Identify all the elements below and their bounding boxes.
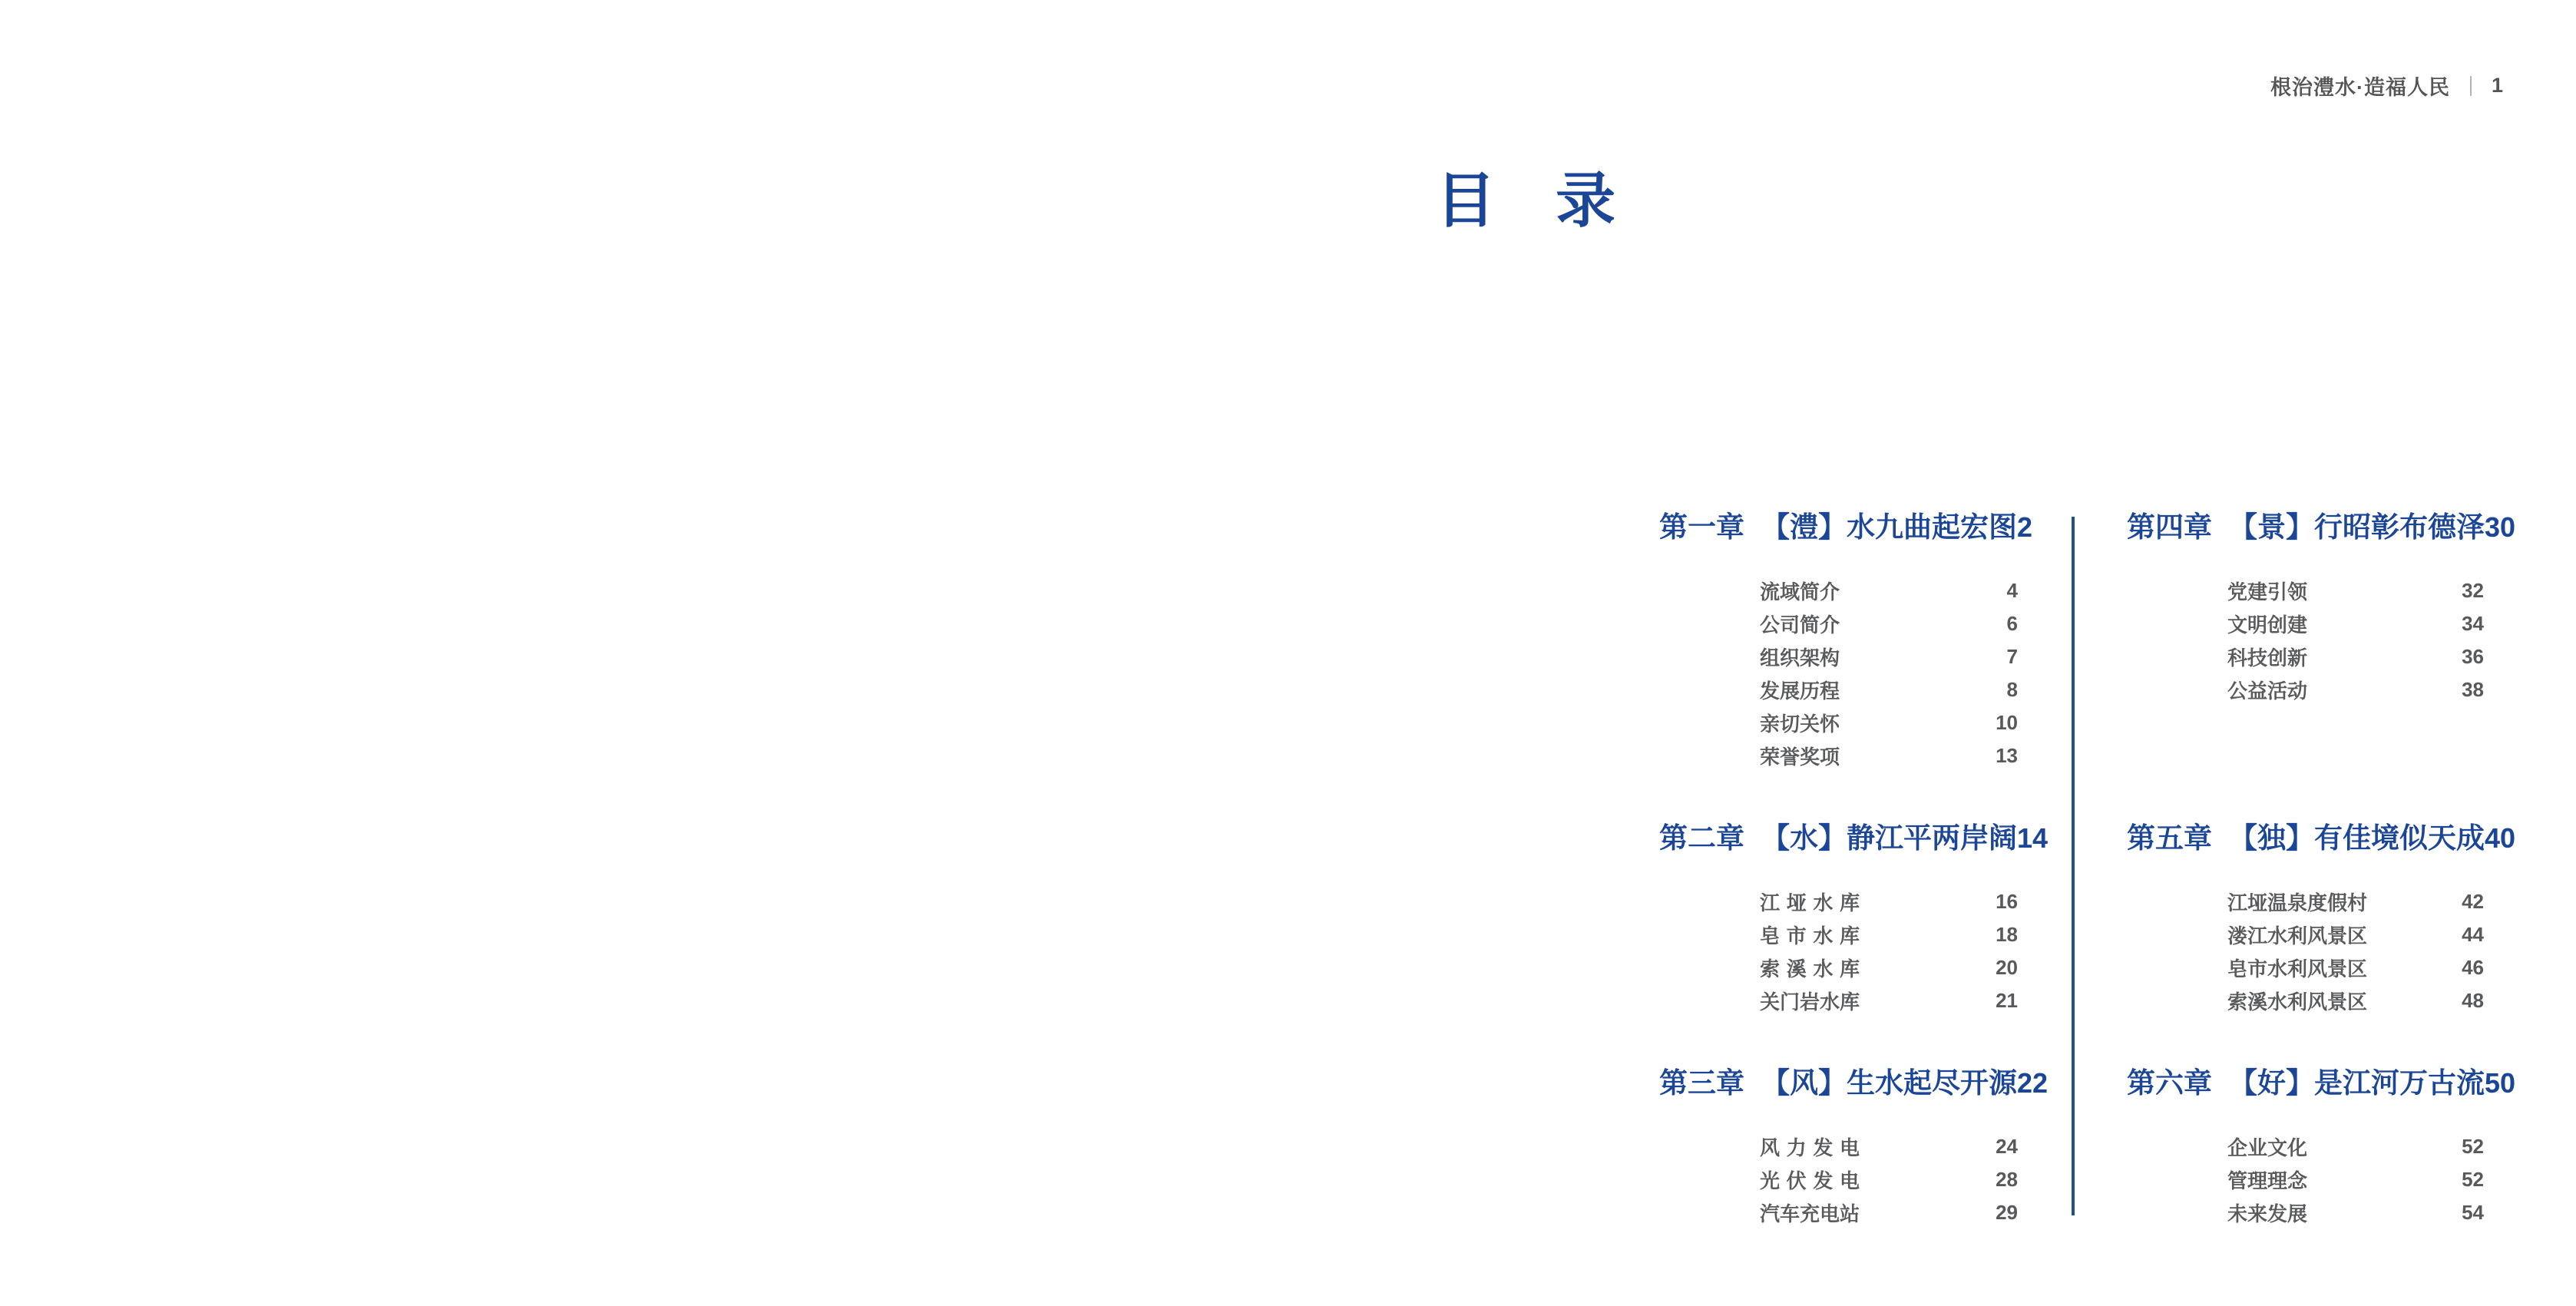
toc-item-label: 发展历程: [1760, 679, 1840, 703]
toc-item-page: 20: [1996, 956, 2018, 979]
toc-item-page: 24: [1996, 1135, 2018, 1158]
toc-item: [1760, 607, 2018, 640]
table-of-contents: [1659, 511, 2516, 1229]
chapter-page-number: 14: [2017, 822, 2049, 854]
chapter-heading: [2127, 511, 2516, 544]
toc-item-label: 皂市水库: [1760, 924, 1860, 947]
toc-item-label: 江垭水库: [1760, 891, 1860, 914]
toc-item: [1760, 1130, 2018, 1163]
chapter-title: 【澧】水九曲起宏图: [1761, 511, 2017, 543]
page-header: [2270, 71, 2504, 101]
toc-item-label: 未来发展: [2227, 1202, 2308, 1225]
toc-item-page: 36: [2462, 645, 2484, 668]
toc-item-page: 38: [2462, 678, 2484, 701]
chapter-number: 第二章: [1659, 822, 1744, 854]
toc-item-page: 6: [2006, 612, 2018, 635]
toc-item-page: 18: [1996, 923, 2018, 946]
toc-item-label: 江垭温泉度假村: [2227, 891, 2368, 914]
toc-item: [2227, 607, 2484, 640]
chapter-items: [1760, 1130, 2018, 1229]
toc-item: [1760, 984, 2018, 1017]
toc-item-page: 32: [2462, 579, 2484, 602]
toc-item-label: 风力发电: [1760, 1136, 1860, 1159]
chapter-page-number: 40: [2485, 822, 2516, 854]
toc-item-label: 流域简介: [1760, 580, 1840, 603]
chapter-items: [1760, 885, 2018, 1017]
toc-chapter-3: [1659, 1066, 2049, 1229]
chapter-title: 【独】有佳境似天成: [2229, 822, 2485, 854]
chapter-title: 【景】行昭彰布德泽: [2229, 511, 2485, 543]
toc-item: [2227, 885, 2484, 918]
toc-chapter-4: [2127, 511, 2516, 822]
toc-item: [2227, 984, 2484, 1017]
toc-item-label: 索溪水利风景区: [2227, 990, 2368, 1013]
chapter-page-number: 50: [2485, 1067, 2516, 1099]
toc-item-page: 34: [2462, 612, 2484, 635]
toc-item: [1760, 640, 2018, 673]
toc-item-label: 文明创建: [2227, 613, 2308, 636]
toc-item: [2227, 640, 2484, 673]
toc-item-page: 44: [2462, 923, 2484, 946]
toc-item-page: 10: [1996, 711, 2018, 734]
toc-item-page: 42: [2462, 890, 2484, 913]
toc-item-page: 13: [1996, 744, 2018, 767]
toc-item-label: 科技创新: [2227, 646, 2308, 670]
toc-item-label: 组织架构: [1760, 646, 1840, 670]
toc-item: [1760, 673, 2018, 706]
chapter-page-number: 22: [2017, 1067, 2049, 1099]
toc-item-label: 管理理念: [2227, 1169, 2308, 1192]
toc-item-page: 21: [1996, 989, 2018, 1012]
toc-chapter-1: [1659, 511, 2033, 822]
toc-item: [2227, 574, 2484, 607]
chapter-heading: [2127, 822, 2516, 855]
toc-item: [2227, 951, 2484, 984]
toc-chapter-2: [1659, 822, 2049, 1066]
toc-item: [1760, 951, 2018, 984]
toc-item-label: 索溪水库: [1760, 957, 1860, 980]
chapter-number: 第一章: [1659, 511, 1744, 543]
toc-item-label: 关门岩水库: [1760, 990, 1860, 1013]
toc-item-page: 7: [2006, 645, 2018, 668]
toc-item: [2227, 1196, 2484, 1229]
toc-item-label: 党建引领: [2227, 580, 2308, 603]
chapter-number: 第四章: [2127, 511, 2212, 543]
toc-chapter-6: [2127, 1066, 2516, 1229]
chapter-number: 第五章: [2127, 822, 2212, 854]
toc-item: [2227, 673, 2484, 706]
toc-item-label: 光伏发电: [1760, 1169, 1860, 1192]
toc-item: [1760, 706, 2018, 739]
header-slogan: 根治澧水·造福人民: [2270, 76, 2450, 99]
toc-item-label: 荣誉奖项: [1760, 746, 1840, 769]
chapter-items: [2227, 1130, 2484, 1229]
chapter-heading: [1659, 822, 2049, 855]
toc-item-page: 54: [2462, 1201, 2484, 1224]
toc-item-page: 16: [1996, 890, 2018, 913]
toc-item-label: 公司简介: [1760, 613, 1840, 636]
toc-item: [1760, 1163, 2018, 1196]
toc-item-page: 4: [2006, 579, 2018, 602]
toc-item-label: 汽车充电站: [1760, 1202, 1860, 1225]
toc-item-label: 溇江水利风景区: [2227, 924, 2368, 947]
toc-item-label: 亲切关怀: [1760, 713, 1840, 736]
chapter-items: [1760, 574, 2018, 772]
toc-item-page: 52: [2462, 1135, 2484, 1158]
toc-item-page: 28: [1996, 1168, 2018, 1191]
toc-item: [1760, 885, 2018, 918]
chapter-title: 【好】是江河万古流: [2229, 1067, 2485, 1099]
toc-item: [1760, 1196, 2018, 1229]
toc-item: [1760, 739, 2018, 772]
toc-item: [1760, 918, 2018, 951]
chapter-page-number: 2: [2017, 511, 2033, 543]
toc-item-page: 29: [1996, 1201, 2018, 1224]
toc-item: [1760, 574, 2018, 607]
toc-item: [2227, 918, 2484, 951]
toc-item-label: 企业文化: [2227, 1136, 2308, 1159]
chapter-number: 第六章: [2127, 1067, 2212, 1099]
chapter-items: [2227, 574, 2484, 706]
toc-chapter-5: [2127, 822, 2516, 1066]
toc-item: [2227, 1163, 2484, 1196]
page-title: 目 录: [1436, 167, 1616, 234]
chapter-items: [2227, 885, 2484, 1017]
toc-item-label: 皂市水利风景区: [2227, 957, 2368, 980]
toc-item-label: 公益活动: [2227, 679, 2308, 703]
toc-item-page: 8: [2006, 678, 2018, 701]
chapter-number: 第三章: [1659, 1067, 1744, 1099]
toc-item-page: 48: [2462, 989, 2484, 1012]
chapter-heading: [1659, 1066, 2049, 1100]
chapter-page-number: 30: [2485, 511, 2516, 543]
toc-item-page: 46: [2462, 956, 2484, 979]
chapter-title: 【水】静江平两岸阔: [1761, 822, 2017, 854]
toc-item: [2227, 1130, 2484, 1163]
chapter-heading: [1659, 511, 2033, 544]
chapter-title: 【风】生水起尽开源: [1761, 1067, 2017, 1099]
chapter-heading: [2127, 1066, 2516, 1100]
header-page-number: 1: [2491, 74, 2504, 97]
header-divider: [2470, 76, 2472, 96]
toc-item-page: 52: [2462, 1168, 2484, 1191]
